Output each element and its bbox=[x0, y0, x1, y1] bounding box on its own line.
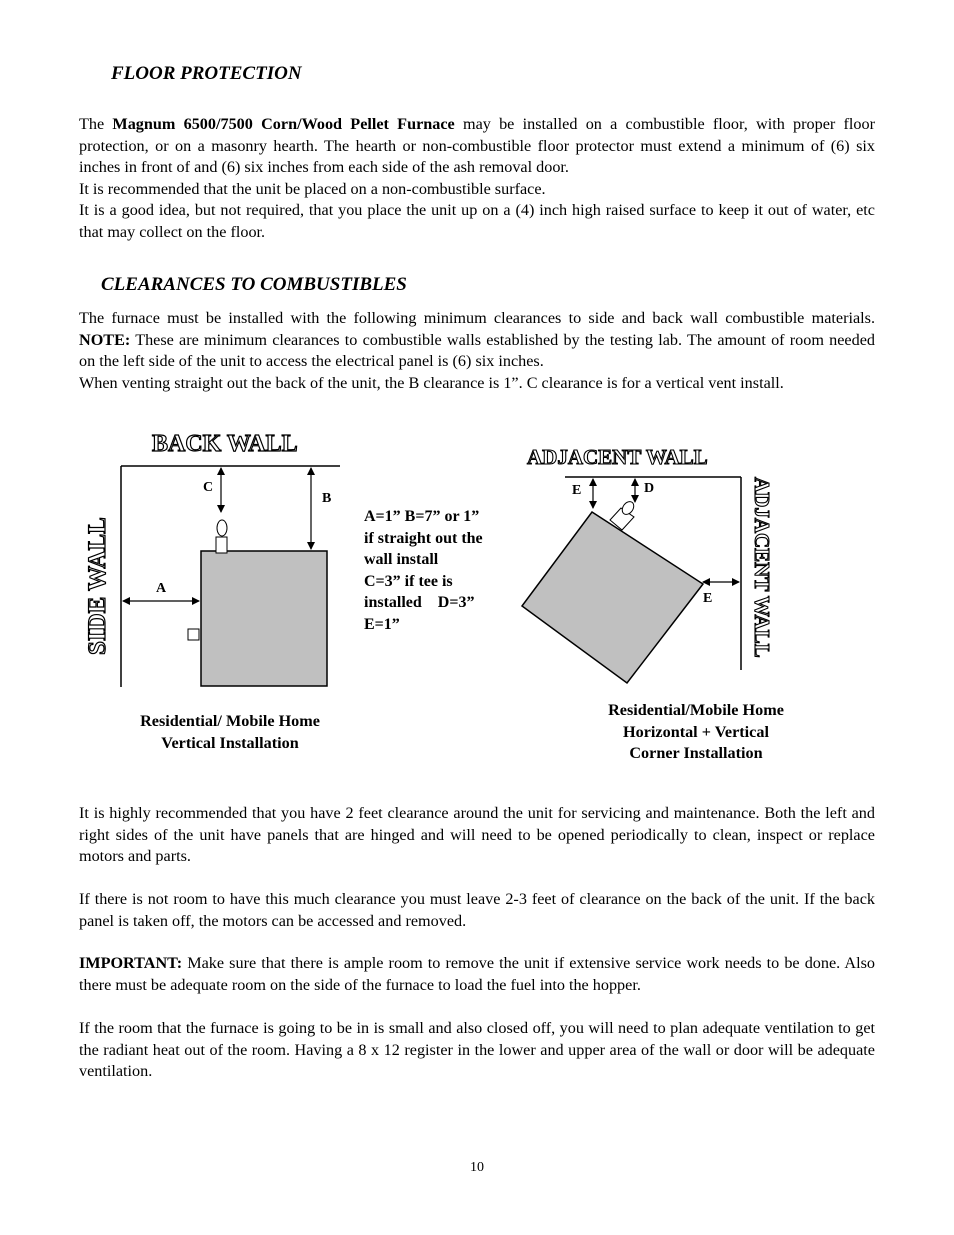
furnace-unit bbox=[201, 551, 327, 686]
caption-line: Vertical Installation bbox=[161, 733, 299, 752]
clearance-values-note bbox=[364, 506, 514, 635]
page-number: 10 bbox=[470, 1160, 484, 1175]
note-line: C=3” if tee is bbox=[364, 572, 453, 590]
note-line: wall install bbox=[364, 551, 439, 568]
adjacent-wall-top-label: ADJACENT WALL bbox=[527, 445, 708, 469]
text-run: It is a good idea, but not required, that you place the unit up on a (4) inch high raised surface to keep it out of water, etc that may collect on the floor. bbox=[79, 201, 875, 241]
caption-line: Horizontal + Vertical bbox=[623, 722, 769, 741]
furnace-unit-corner bbox=[522, 512, 703, 683]
text-run: may be installed on a combustible floor, with proper floor protection, or on a masonry hearth. The hearth or non-combustible floor protector must extend a minimum of (6) six inches in front of and (6) six inches from each side of the ash removal door. bbox=[79, 115, 876, 176]
text-run: These are minimum clearances to combustible walls established by the testing lab. The amount of room needed on the left side of the unit to access the electrical panel is (6) six inches. bbox=[79, 330, 875, 370]
label-e-side: E bbox=[703, 591, 713, 606]
note-label: NOTE: bbox=[79, 330, 131, 349]
clearances-heading: CLEARANCES TO COMBUSTIBLES bbox=[101, 274, 407, 295]
text-run: The furnace must be installed with the following minimum clearances to side and back wall combustible materials. bbox=[79, 309, 875, 327]
label-b: B bbox=[322, 491, 332, 506]
back-wall-label: BACK WALL bbox=[152, 431, 298, 457]
important-paragraph bbox=[79, 953, 875, 996]
label-c: C bbox=[203, 480, 214, 495]
note-line: if straight out the bbox=[364, 529, 483, 547]
ventilation-paragraph: If the room that the furnace is going to be in is small and also closed off, you will need to plan adequate ventilation to get the radiant heat out of the room. Having a 8 x 12 register in the lower and upper area of the wall or door will be adequate ventilation. bbox=[79, 1019, 875, 1080]
text-run: The bbox=[79, 115, 113, 133]
adjacent-wall-side-label: ADJACENT WALL bbox=[750, 477, 774, 658]
back-clearance-paragraph: If there is not room to have this much clearance you must leave 2-3 feet of clearance on the back of the unit. If the back panel is taken off, the motors can be accessed and removed. bbox=[79, 890, 875, 930]
text-run: It is recommended that the unit be placed on a non-combustible surface. bbox=[79, 179, 546, 198]
label-a: A bbox=[156, 581, 167, 596]
caption-line: Residential/ Mobile Home bbox=[140, 712, 320, 730]
label-e-top: E bbox=[572, 483, 582, 498]
text-run: Make sure that there is ample room to remove the unit if extensive service work needs to be done. Also there must be adequate room on the side of the furnace to load the fuel into the hopper. bbox=[79, 954, 875, 994]
product-name: Magnum 6500/7500 Corn/Wood Pellet Furnace bbox=[112, 115, 455, 133]
vent-pipe bbox=[216, 537, 227, 553]
electrical-box bbox=[188, 629, 199, 640]
floor-protection-heading: FLOOR PROTECTION bbox=[111, 63, 302, 84]
caption-line: Residential/Mobile Home bbox=[608, 701, 784, 719]
left-diagram-caption bbox=[100, 711, 360, 754]
label-d: D bbox=[644, 481, 655, 496]
note-line: E=1” bbox=[364, 615, 400, 633]
vent-cap bbox=[217, 520, 227, 536]
service-clearance-paragraph: It is highly recommended that you have 2 feet clearance around the unit for servicing and maintenance. Both the left and right sides of the unit have panels that are hinged and will need to be opened periodically to clean, inspect or replace motors and parts. bbox=[79, 804, 875, 865]
right-diagram-caption bbox=[566, 700, 826, 765]
caption-line: Corner Installation bbox=[629, 744, 763, 762]
side-wall-label: SIDE WALL bbox=[84, 517, 111, 655]
important-label: IMPORTANT: bbox=[79, 954, 183, 972]
text-run: When venting straight out the back of the unit, the B clearance is 1”. C clearance is for a vertical vent install. bbox=[79, 373, 784, 392]
note-line: A=1” B=7” or 1” bbox=[364, 508, 480, 525]
note-line: installed D=3” bbox=[364, 594, 475, 611]
